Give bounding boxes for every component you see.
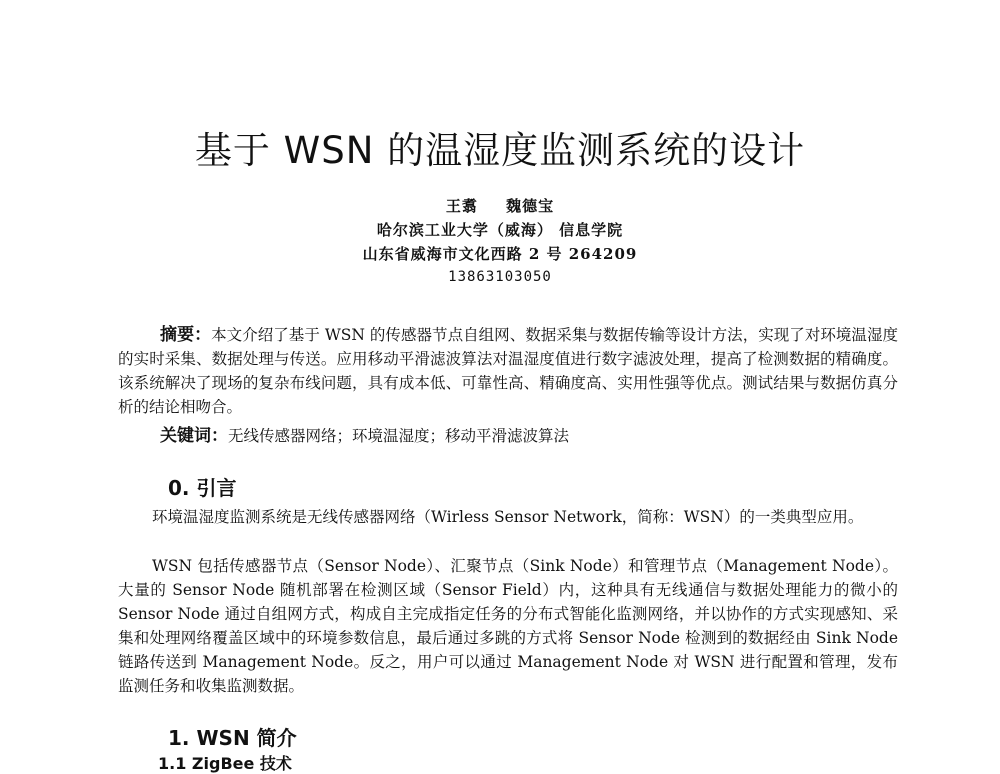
section-0-paragraph-2-text: WSN 包括传感器节点（Sensor Node）、汇聚节点（Sink Node）和管理节点（Management Node）。大量的 Sensor Node 随机部署在检测区域（Sensor Field）内，这种具有无线通信与数据处理能力的微小的 Sensor Node 通过自组网方式，构成自主完成指定任务的分布式智能化监测网络，并以协作的方式实现感知、采集和处理网络覆盖区域中的环境参数信息，最后通过多跳的方式将 Sensor Node 检测到的数据经由 Sink Node 链路传送到 Management Node。反之，用户可以通过 Management Node 对 WSN 进行配置和管理，发布监测任务和收集监测数据。 bbox=[118, 557, 898, 695]
abstract-label: 摘要： bbox=[160, 325, 212, 345]
abstract-text: 本文介绍了基于 WSN 的传感器节点自组网、数据采集与数据传输等设计方法，实现了对环境温湿度的实时采集、数据处理与传送。应用移动平滑滤波算法对温湿度值进行数字滤波处理，提高了检测数据的精确度。该系统解决了现场的复杂布线问题，具有成本低、可靠性高、精确度高、实用性强等优点。测试结果与数据仿真分析的结论相吻合。 bbox=[118, 326, 898, 416]
author-address: 山东省威海市文化西路 2 号 264209 bbox=[362, 245, 638, 263]
keywords-text: 无线传感器网络；环境温湿度；移动平滑滤波算法 bbox=[228, 427, 570, 445]
section-1-heading: 1. WSN 简介 bbox=[168, 726, 297, 750]
keywords bbox=[160, 424, 900, 448]
section-0-heading: 0. 引言 bbox=[168, 476, 237, 500]
author-names: 王翥 魏德宝 bbox=[445, 197, 555, 215]
author-affiliation: 哈尔滨工业大学（威海） 信息学院 bbox=[376, 221, 624, 239]
abstract bbox=[118, 323, 898, 419]
section-0-paragraph-1-text: 环境温湿度监测系统是无线传感器网络（Wirless Sensor Network，简称：WSN）的一类典型应用。 bbox=[152, 508, 864, 526]
paper-title: 基于 WSN 的温湿度监测系统的设计 bbox=[194, 129, 806, 172]
section-0-paragraph-1 bbox=[118, 505, 898, 529]
section-0-paragraph-2 bbox=[118, 554, 898, 698]
author-phone: 13863103050 bbox=[448, 269, 552, 285]
keywords-label: 关键词： bbox=[160, 426, 228, 446]
section-1-1-heading: 1.1 ZigBee 技术 bbox=[158, 754, 292, 773]
